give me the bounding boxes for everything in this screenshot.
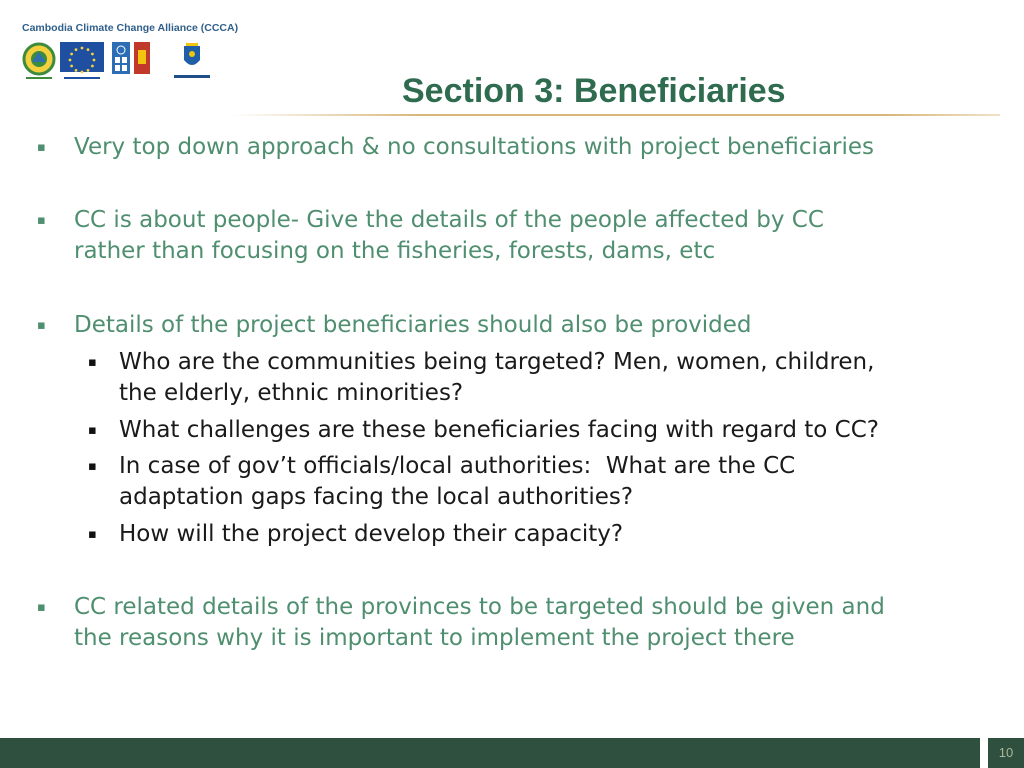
sub-bullet-4 [88,519,624,550]
bullet-3 [37,310,752,341]
bullet-text-line: CC is about people- Give the details of the people affected by CC [74,207,824,233]
sub-bullet-text-line: Who are the communities being targeted? Men, women, children, [119,349,875,375]
footer-bar [0,738,980,768]
page-number-box [988,738,1024,768]
sub-bullet-text-line: How will the project develop their capacity? [119,521,624,547]
sub-bullet-text-line: adaptation gaps facing the local authorities? [119,484,634,510]
sub-bullet-marker: ▪ [88,355,97,370]
org-title: Cambodia Climate Change Alliance (CCCA) [22,22,239,34]
bullet-text-line: rather than focusing on the fisheries, forests, dams, etc [74,238,716,264]
sub-bullet-marker: ▪ [88,459,97,474]
sub-bullet-text-line: What challenges are these beneficiaries facing with regard to CC? [119,417,879,443]
bullet-marker: ▪ [37,318,46,333]
bullet-marker: ▪ [37,140,46,155]
bullet-marker: ▪ [37,600,46,615]
sub-bullet-marker: ▪ [88,423,97,438]
bullet-text-line: CC related details of the provinces to be targeted should be given and [74,594,885,620]
bullet-2 [37,205,824,267]
page-number: 10 [998,745,1014,760]
sub-bullet-3 [88,451,796,513]
bullet-text-line: the reasons why it is important to implement the project there [74,625,795,651]
sub-bullet-1 [88,347,875,409]
sub-bullet-text-line: In case of gov’t officials/local authorities: What are the CC [119,453,796,479]
bullet-4 [37,592,885,654]
bullet-text-line: Details of the project beneficiaries should also be provided [74,312,752,338]
bullet-text-line: Very top down approach & no consultations with project beneficiaries [74,134,875,160]
sub-bullet-marker: ▪ [88,527,97,542]
bullet-1 [37,132,875,163]
slide-title: Section 3: Beneficiaries [402,72,786,110]
bullet-marker: ▪ [37,213,46,228]
sub-bullet-text-line: the elderly, ethnic minorities? [119,380,464,406]
sub-bullet-2 [88,415,879,446]
